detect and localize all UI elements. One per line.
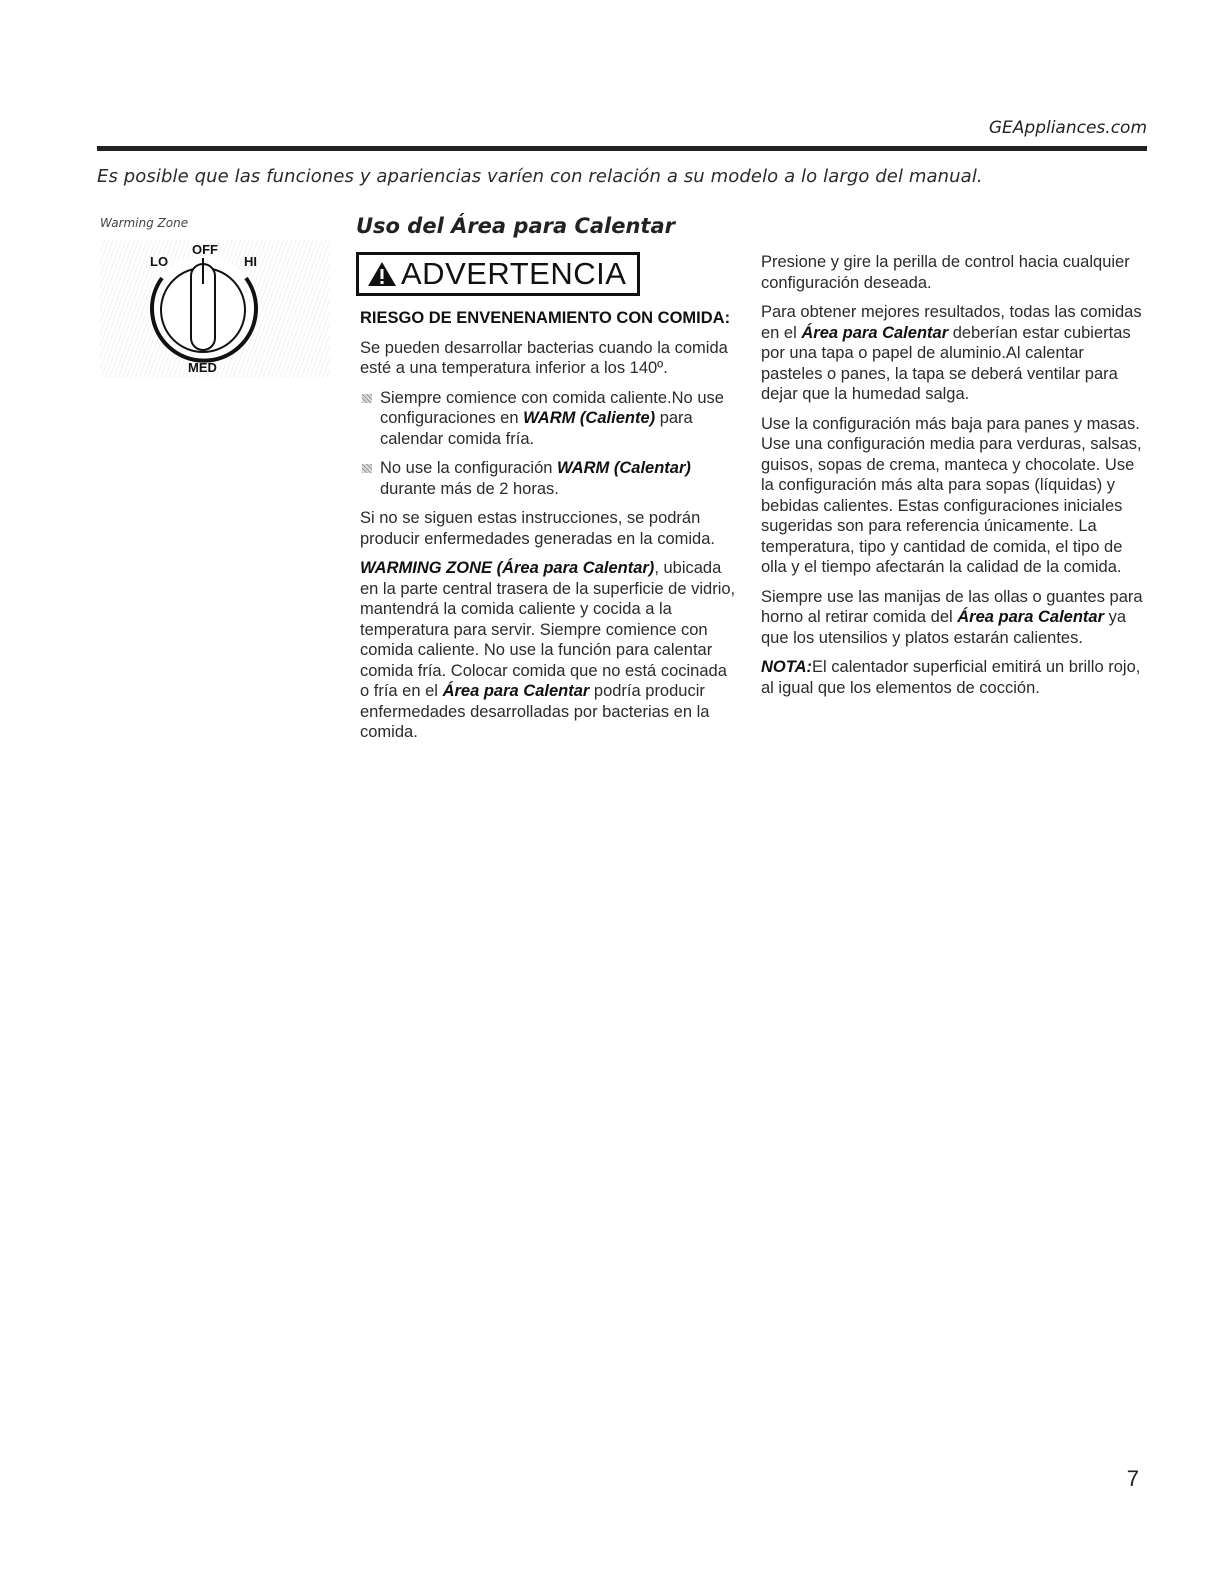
bullet-1-text: Siempre comience con comida caliente.No use configuraciones en: [380, 388, 724, 427]
knob-illustration: [100, 240, 330, 378]
instruction-turn-knob: Presione y gire la perilla de control hacia cualquier configuración deseada.: [761, 253, 1130, 292]
bullet-1-text-end: para calendar comida fría.: [380, 409, 693, 448]
instructions-column: [761, 252, 1146, 707]
page-number: 7: [1126, 1466, 1139, 1491]
warming-zone-knob-figure: [100, 240, 330, 378]
note-paragraph: [761, 657, 1146, 698]
handles-term: Área para Calentar: [957, 608, 1105, 626]
bullet-2-text: No use la configuración: [380, 459, 558, 477]
knob-label-med: MED: [188, 360, 217, 375]
handles-text: Siempre use las manijas de las ollas o guantes para horno al retirar comida del: [761, 587, 1143, 626]
knob-label-lo: LO: [150, 254, 169, 269]
warning-word: ADVERTENCIA: [401, 256, 627, 291]
intro-note: Es posible que las funciones y apariencias varíen con relación a su modelo a lo largo del manual.: [97, 166, 983, 187]
note-label: NOTA:: [761, 658, 813, 676]
cover-term: Área para Calentar: [801, 323, 949, 342]
warming-zone-paragraph: [360, 558, 740, 743]
knob-label-off: OFF: [192, 242, 218, 257]
instruction-cover-food: [761, 302, 1146, 405]
handles-text-end: ya que los utensilios y platos estarán calientes.: [761, 608, 1127, 647]
warning-column: [360, 308, 740, 752]
knob-label-hi: HI: [244, 254, 257, 269]
warning-banner: [356, 252, 640, 296]
warning-triangle-icon: [367, 260, 397, 288]
warming-zone-term-2: Área para Calentar: [442, 682, 590, 700]
hazard-text: Se pueden desarrollar bacterias cuando la comida esté a una temperatura inferior a los 140º.: [360, 338, 728, 377]
hazard-title: RIESGO DE ENVENENAMIENTO CON COMIDA:: [360, 309, 731, 327]
cover-text-end: deberían estar cubiertas por una tapa o papel de aluminio.Al calentar pasteles o panes, la tapa se deberá ventilar para dejar que la humedad salga.: [761, 323, 1131, 403]
bullet-2-emphasis: WARM (Calentar): [557, 459, 691, 477]
figure-caption: Warming Zone: [100, 216, 189, 230]
header-rule: [97, 146, 1147, 151]
cover-text: Para obtener mejores resultados, todas las comidas en el: [761, 303, 1142, 342]
note-text: El calentador superficial emitirá un brillo rojo, al igual que los elementos de cocción.: [761, 658, 1141, 697]
site-url: GEAppliances.com: [988, 118, 1147, 138]
warning-bullet-2: [360, 458, 740, 499]
consequence-paragraph: Si no se siguen estas instrucciones, se podrán producir enfermedades generadas en la comida.: [360, 509, 715, 548]
warning-bullet-1: [360, 388, 740, 450]
instruction-handles: [761, 587, 1146, 649]
bullet-1-emphasis: WARM (Caliente): [523, 409, 656, 427]
warming-zone-text-end: podría producir enfermedades desarrolladas por bacterias en la comida.: [360, 682, 710, 741]
section-title: Uso del Área para Calentar: [356, 214, 675, 238]
warming-zone-text: , ubicada en la parte central trasera de la superficie de vidrio, mantendrá la comida caliente y cocida a la temperatura para servir. Siempre comience con comida caliente. No use la función para calentar comida fría. Colocar comida que no está cocinada o fría en el: [360, 559, 736, 700]
bullet-2-text-end: durante más de 2 horas.: [380, 479, 559, 498]
instruction-settings: Use la configuración más baja para panes y masas. Use una configuración media para verduras, salsas, guisos, sopas de crema, manteca y chocolate. Use la configuración más alta para sopas (líquidas) y bebidas calientes. Estas configuraciones iniciales sugeridas son para referencia únicamente. La temperatura, tipo y cantidad de comida, el tipo de olla y el tiempo afectarán la calidad de la comida.: [761, 414, 1142, 576]
warming-zone-term: WARMING ZONE (Área para Calentar): [360, 559, 655, 577]
